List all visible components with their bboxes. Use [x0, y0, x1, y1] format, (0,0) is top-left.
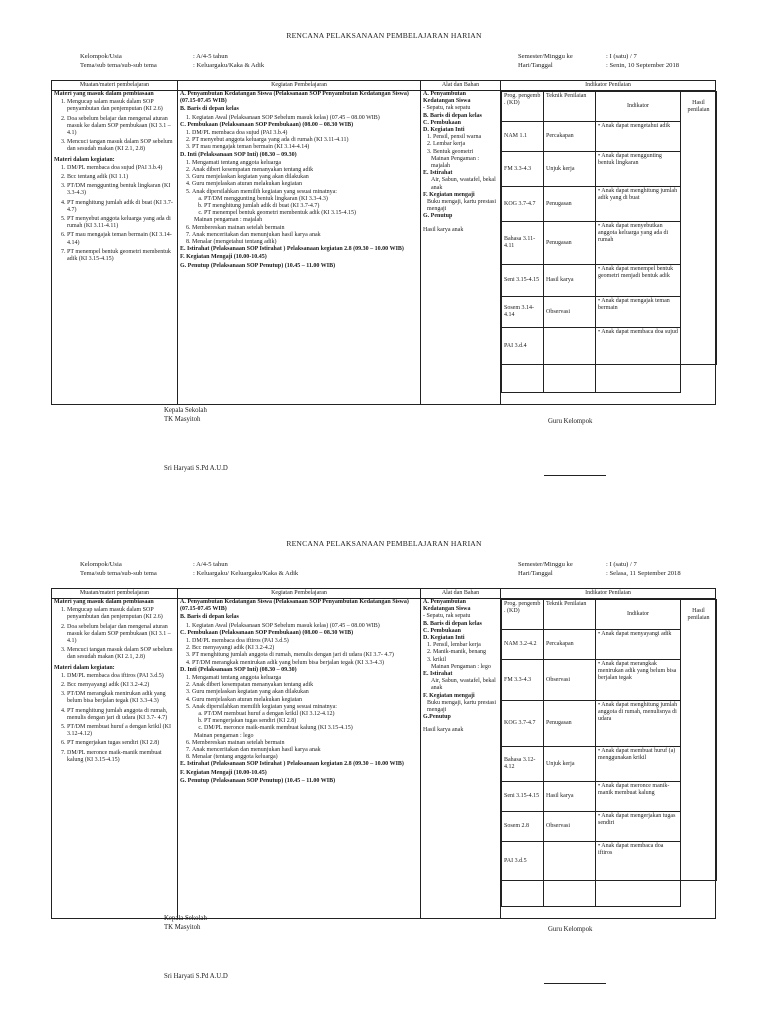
- ind-prog: PAI 3.d.5: [502, 842, 544, 881]
- alat-item: 3. Bentuk geometri: [433, 149, 498, 156]
- header-alat: Alat dan Bahan: [421, 81, 501, 91]
- ind-head-hasil: Hasil penilaian: [681, 600, 717, 881]
- materi-kegiatan-title: Materi dalam kegiatan:: [54, 664, 115, 671]
- ind-teknik: Hasil karya: [544, 265, 596, 297]
- kegiatan-item: 1. Kegiatan Awal (Pelaksanaan SOP Sebelum masuk kelas) (07.45 – 08.00 WIB): [192, 115, 418, 122]
- kegiatan-e: E. Istirahat (Pelaksanaan SOP Istirahat ) Pelaksanaan kegiatan 2.8 (09.30 – 10.00 WIB): [180, 246, 404, 253]
- alat-hasil: Hasil karya anak: [423, 226, 464, 233]
- kegiatan-item: 5. Anak dipersilahkan memilih kegiatan yang sesuai minatnya:: [192, 704, 418, 711]
- alat-hasil: Hasil karya anak: [423, 727, 464, 734]
- kegiatan-b: B. Baris di depan kelas: [180, 614, 239, 621]
- document-title: RENCANA PELAKSANAAN PEMBELAJARAN HARIAN: [286, 539, 482, 548]
- tema-value: : Keluargaku/ Keluargaku/Kaka & Adik: [193, 570, 299, 577]
- ind-head-prog: Prog. pengemb . (KD): [502, 92, 544, 122]
- ind-teknik: Penugasan: [544, 701, 596, 747]
- kegiatan-item: b. PT menghitung jumlah adik di buat (KI 3.7-4.7): [204, 203, 418, 210]
- materi-kegiatan-item: 5. PT menyebut anggota keluarga yang ada di rumah (KI 3.11-4.11): [67, 216, 175, 230]
- materi-item: 1. Mengucap salam masuk dalam SOP penyambutan dan penjemputan (KI 2.6): [67, 607, 175, 621]
- alat-e: E. Istirahat: [423, 170, 453, 177]
- muatan-cell: [52, 599, 178, 919]
- kegiatan-item: 1. Kegiatan Awal (Pelaksanaan SOP Sebelum masuk kelas) (07.45 – 08.00 WIB): [192, 623, 418, 630]
- materi-item: 2. Doa sebelum belajar dan mengenal aturan masuk ke dalam SOP pembukaan (KI 3.1 – 4.1): [67, 624, 175, 646]
- semester-value: : I (satu) / 7: [606, 53, 637, 60]
- alat-b: B. Baris di depan kelas: [423, 620, 482, 627]
- rpph-table: [51, 588, 716, 919]
- ind-teknik: Penugasan: [544, 187, 596, 222]
- kegiatan-e: E. Istirahat (Pelaksanaan SOP Istirahat ) Pelaksanaan kegiatan 2.8 (09.30 – 10.00 WIB): [180, 761, 404, 768]
- ind-indikator: • Anak dapat membuat huruf (a) menggunakan krikil: [596, 747, 681, 782]
- hari-label: Hari/Tanggal: [518, 62, 553, 69]
- kegiatan-item: 7. Anak menceritakan dan menunjukan hasil karya anak: [192, 232, 418, 239]
- kegiatan-item: b. PT mengerjakan tugas sendiri (KI 2.8): [204, 718, 418, 725]
- hari-value: : Senin, 10 September 2018: [606, 62, 680, 69]
- ind-teknik: Observasi: [544, 812, 596, 842]
- kegiatan-a: A. Penyambutan Kedatangan Siswa (Pelaksanaan SOP Penyambutan Kedatangan Siswa) (07.15-07.45 WIB): [180, 91, 409, 105]
- kelompok-label: Kelompok/Usia: [80, 561, 122, 568]
- ind-teknik: [544, 328, 596, 365]
- indikator-cell: [501, 599, 716, 919]
- alat-mainan: Mainan Pengaman : lego: [431, 663, 491, 670]
- sekolah-name: TK Masyitoh: [164, 924, 201, 931]
- header-alat: Alat dan Bahan: [421, 589, 501, 599]
- kegiatan-item: a. PT/DM membuat huruf a dengan krikil (KI 3.12-4.12): [204, 711, 418, 718]
- kegiatan-g: G. Penutup (Pelaksanaan SOP Penutup) (10.45 – 11.00 WIB): [180, 777, 336, 784]
- ind-indikator: • Anak dapat membaca doa sujud: [596, 328, 681, 365]
- kepala-name: Sri Haryati S.Pd A.U.D: [164, 465, 228, 472]
- materi-item: 3. Mencuci tangan masuk dalam SOP sebelum dan sesudah makan (KI 2.1, 2.8): [67, 139, 175, 153]
- ind-teknik: [544, 842, 596, 881]
- alat-c: C. Pembukaan: [423, 119, 462, 126]
- kegiatan-d: D. Inti (Pelaksanaan SOP Inti) (08.30 – 09.30): [180, 666, 297, 673]
- ind-prog: Bahasa 3.12-4.12: [502, 747, 544, 782]
- materi-kegiatan-item: 6. PT mau mengajak teman bermain (KI 3.14-4.14): [67, 232, 175, 246]
- kegiatan-item: 3. PT menghitung jumlah anggota di rumah, menulis dengan jari di udara (KI 3.7- 4.7): [192, 652, 418, 659]
- kegiatan-item: a. PT/DM menggunting bentuk lingkaran (KI 3.3-4.3): [204, 196, 418, 203]
- materi-kegiatan-item: 4. PT menghitung jumlah adik di buat (KI 3.7-4.7): [67, 200, 175, 214]
- ind-prog: NAM 3.2-4.2: [502, 630, 544, 660]
- materi-item: 1. Mengucap salam masuk dalam SOP penyambutan dan penjemputan (KI 2.6): [67, 99, 175, 113]
- header-muatan: Muatan/materi pembelajaran: [52, 589, 178, 599]
- ind-prog: PAI 3.d.4: [502, 328, 544, 365]
- kelompok-value: : A/4-5 tahun: [193, 561, 228, 568]
- indikator-table: [501, 599, 717, 907]
- ind-indikator: • Anak dapat membaca doa iftiros: [596, 842, 681, 881]
- ind-head-teknik: Teknik Penilaian: [544, 600, 596, 630]
- alat-cell: [421, 91, 501, 405]
- signature-left: [164, 914, 207, 932]
- ind-teknik: Observasi: [544, 297, 596, 328]
- ind-prog: Sosem 2.8: [502, 812, 544, 842]
- alat-a-sub: - Sepatu, rak sepatu: [423, 613, 471, 620]
- materi-pembiasaan-title: Materi yang masuk dalam pembiasaan: [54, 599, 154, 605]
- tema-label: Tema/sub tema/sub-sub tema: [80, 62, 157, 69]
- kegiatan-item: 3. PT mau mengajak teman bermain (KI 3.14-4.14): [192, 144, 418, 151]
- muatan-cell: [52, 91, 178, 405]
- signature-left: [164, 406, 207, 424]
- materi-item: 3. Mencuci tangan masuk dalam SOP sebelum dan sesudah makan (KI 2.1, 2.8): [67, 647, 175, 661]
- kegiatan-item: 7. Anak menceritakan dan menunjukan hasil karya anak: [192, 747, 418, 754]
- document-title: RENCANA PELAKSANAAN PEMBELAJARAN HARIAN: [286, 31, 482, 40]
- ind-head-hasil: Hasil penilaian: [681, 92, 717, 365]
- alat-a-sub: - Sepatu, rak sepatu: [423, 105, 471, 112]
- kegiatan-item: c. PT menempel bentuk geometri membentuk adik (KI 3.15-4.15): [204, 210, 418, 217]
- alat-c: C. Pembukaan: [423, 627, 462, 634]
- alat-g: G.Penutup: [423, 714, 451, 721]
- materi-kegiatan-item: 7. DM/PL meronce maik-manik membuat kalung (KI 3.15-4.15): [67, 750, 175, 764]
- signature-line: [544, 982, 606, 984]
- materi-kegiatan-title: Materi dalam kegiatan:: [54, 156, 115, 163]
- kegiatan-item: 3. Guru menjelaskan kegiatan yang akan dilakukan: [192, 689, 418, 696]
- kegiatan-c: C. Pembukaan (Pelaksanaan SOP Pembukaan) (08.00 – 08.30 WIB): [180, 629, 354, 636]
- materi-kegiatan-item: 3. PT/DM menggunting bentuk lingkaran (KI 3.3-4.3): [67, 183, 175, 197]
- kegiatan-item: 2. Bcc menyayangi adik (KI 3.2-4.2): [192, 645, 418, 652]
- ind-teknik: Unjuk kerja: [544, 152, 596, 187]
- materi-pembiasaan-title: Materi yang masuk dalam pembiasaan: [54, 91, 154, 97]
- alat-item: 1. Pensil, pensil warna: [433, 134, 498, 141]
- kegiatan-item: 1. Mengamati tentang anggota keluarga: [192, 160, 418, 167]
- semester-value: : I (satu) / 7: [606, 561, 637, 568]
- ind-teknik: Percakapan: [544, 630, 596, 660]
- ind-prog: KOG 3.7-4.7: [502, 701, 544, 747]
- alat-mainan: Mainan Pengaman : majalah: [431, 155, 479, 170]
- alat-e-sub: Air, Sabun, wastafel, bekal anak: [431, 177, 496, 191]
- alat-a: A. Penyambutan Kedatangan Siswa: [423, 91, 471, 105]
- header-indikator: Indikator Penilaian: [501, 81, 716, 91]
- ind-teknik: Hasil karya: [544, 782, 596, 812]
- semester-label: Semester/Minggu ke: [518, 53, 573, 60]
- kegiatan-f: F. Kegiatan Mengaji (10.00-10.45): [180, 254, 267, 261]
- meta-right: [518, 560, 681, 578]
- ind-indikator: • Anak dapat menyebutkan anggota keluarga yang ada di rumah: [596, 222, 681, 265]
- hari-value: : Selasa, 11 September 2018: [606, 570, 681, 577]
- alat-item: 1. Pensil, lembar kerja: [433, 642, 498, 649]
- kegiatan-item: 8. Menalar (tentang anggota keluarga): [192, 754, 418, 761]
- kegiatan-cell: [178, 91, 421, 405]
- tema-label: Tema/sub tema/sub-sub tema: [80, 570, 157, 577]
- materi-kegiatan-item: 1. DM/PL membaca doa sujud (PAI 3.b.4): [67, 165, 175, 172]
- ind-prog: FM 3.3-4.3: [502, 152, 544, 187]
- ind-teknik: Unjuk kerja: [544, 747, 596, 782]
- materi-kegiatan-item: 7. PT menempel bentuk geometri membentuk adik (KI 3.15-4.15): [67, 249, 175, 263]
- alat-f-sub: Buku mengaji, kartu prestasi mengaji: [427, 699, 496, 714]
- kegiatan-d: D. Inti (Pelaksanaan SOP Inti) (08.30 – 09.30): [180, 151, 297, 158]
- guru-kelompok-label: Guru Kelompok: [548, 926, 593, 933]
- mainan-pengaman: Mainan pengaman : lego: [194, 732, 254, 739]
- kelompok-value: : A/4-5 tahun: [193, 53, 228, 60]
- ind-indikator: • Anak dapat merangkak menirukan adik yang belum bisa berjalan tegak: [596, 660, 681, 701]
- kegiatan-f: F. Kegiatan Mengaji (10.00-10.45): [180, 769, 267, 776]
- alat-cell: [421, 599, 501, 919]
- meta-left: [80, 52, 264, 70]
- ind-teknik: Penugasan: [544, 222, 596, 265]
- header-kegiatan: Kegiatan Pembelajaran: [178, 81, 421, 91]
- guru-kelompok-label: Guru Kelompok: [548, 418, 593, 425]
- kegiatan-cell: [178, 599, 421, 919]
- materi-kegiatan-item: 1. DM/PL membaca doa iftiros (PAI 3.d.5): [67, 673, 175, 680]
- ind-indikator: • Anak dapat menggunting bentuk lingkaran: [596, 152, 681, 187]
- ind-prog: Bahasa 3.11-4.11: [502, 222, 544, 265]
- header-muatan: Muatan/materi pembelajaran: [52, 81, 178, 91]
- kegiatan-item: 1. DM/PL membaca doa sujud (PAI 3.b.4): [192, 130, 418, 137]
- kegiatan-item: 4. PT/DM merangkak menirukan adik yang belum bisa berjalan tegak (KI 3.3-4.3): [192, 660, 418, 667]
- kegiatan-item: 4. Guru menjelaskan aturan melakukan kegiatan: [192, 181, 418, 188]
- mainan-pengaman: Mainan pengaman : majalah: [194, 217, 263, 224]
- kegiatan-b: B. Baris di depan kelas: [180, 106, 239, 113]
- kegiatan-item: 2. Anak diberi kesempatan menanyakan tentang adik: [192, 167, 418, 174]
- kegiatan-item: 4. Guru menjelaskan aturan melakukan kegiatan: [192, 697, 418, 704]
- kegiatan-item: 8. Menalar (mengetahui tentang adik): [192, 239, 418, 246]
- ind-indikator: • Anak dapat menempel bentuk geometri menjadi bentuk adik: [596, 265, 681, 297]
- materi-kegiatan-item: 5. PT/DM membuat huruf a dengan krikil (KI 3.12-4.12): [67, 724, 175, 738]
- ind-head-indikator: Indikator: [596, 600, 681, 630]
- kegiatan-item: c. DM/PL meronce maik-manik membuat kalung (KI 3.15-4.15): [204, 725, 418, 732]
- kegiatan-item: 1. DM/PL membaca doa iftiros (PAI 3.d.5): [192, 638, 418, 645]
- ind-indikator: • Anak dapat menghitung jumlah anggota di rumah, menulisnya di udara: [596, 701, 681, 747]
- semester-label: Semester/Minggu ke: [518, 561, 573, 568]
- ind-indikator: • Anak dapat meronce manik-manik membuat kalung: [596, 782, 681, 812]
- alat-d: D. Kegiatan Inti: [423, 635, 465, 642]
- ind-prog: KOG 3.7-4.7: [502, 187, 544, 222]
- hari-label: Hari/Tanggal: [518, 570, 553, 577]
- alat-item: 3. krikil: [433, 657, 498, 664]
- ind-indikator: • Anak dapat mengerjakan tugas sendiri: [596, 812, 681, 842]
- alat-b: B. Baris di depan kelas: [423, 112, 482, 119]
- ind-head-indikator: Indikator: [596, 92, 681, 122]
- ind-prog: Seni 3.15-4.15: [502, 265, 544, 297]
- alat-f-sub: Buku mengaji, kartu prestasi mengaji: [427, 199, 496, 213]
- kegiatan-item: 2. Anak diberi kesempatan menanyakan tentang adik: [192, 682, 418, 689]
- alat-item: 2. Manik-manik, benang: [433, 649, 498, 656]
- header-kegiatan: Kegiatan Pembelajaran: [178, 589, 421, 599]
- ind-indikator: • Anak dapat menyayangi adik: [596, 630, 681, 660]
- materi-item: 2. Doa sebelum belajar dan mengenal aturan masuk ke dalam SOP pembukaan (KI 3.1 – 4.1): [67, 116, 175, 138]
- ind-prog: Seni 3.15-4.15: [502, 782, 544, 812]
- materi-kegiatan-item: 3. PT/DM merangkak menirukan adik yang belum bisa berjalan tegak (KI 3.3-4.3): [67, 691, 175, 705]
- alat-g: G. Penutup: [423, 213, 453, 220]
- kegiatan-item: 2. PT menyebut anggota keluarga yang ada di rumah (KI 3.11-4.11): [192, 137, 418, 144]
- indikator-cell: [501, 91, 716, 405]
- meta-right: [518, 52, 679, 70]
- header-indikator: Indikator Penilaian: [501, 589, 716, 599]
- ind-teknik: Observasi: [544, 660, 596, 701]
- ind-teknik: Percakapan: [544, 122, 596, 152]
- alat-e: E. Istirahat: [423, 671, 453, 678]
- materi-kegiatan-item: 2. Bcc menyayangi adik (KI 3.2-4.2): [67, 682, 175, 689]
- kegiatan-item: 1. Mengamati tentang anggota keluarga: [192, 675, 418, 682]
- kegiatan-item: 6. Membereskan mainan setelah bermain: [192, 225, 418, 232]
- kepala-sekolah-label: Kepala Sekolah: [164, 407, 207, 414]
- materi-kegiatan-item: 2. Bcc tentang adik (KI 1.1): [67, 174, 175, 181]
- alat-f: F. Kegiatan mengaji: [423, 191, 475, 198]
- alat-a: A. Penyambutan Kedatangan Siswa: [423, 599, 471, 613]
- kegiatan-c: C. Pembukaan (Pelaksanaan SOP Pembukaan) (08.00 – 08.30 WIB): [180, 121, 354, 128]
- ind-head-prog: Prog. pengemb . (KD): [502, 600, 544, 630]
- kegiatan-item: 3. Guru menjelaskan kegiatan yang akan dilakukan: [192, 174, 418, 181]
- alat-e-sub: Air, Sabun, wastafel, bekal anak: [431, 678, 496, 692]
- materi-kegiatan-item: 6. PT mengerjakan tugas sendiri (KI 2.8): [67, 740, 175, 747]
- kepala-sekolah-label: Kepala Sekolah: [164, 915, 207, 922]
- kegiatan-g: G. Penutup (Pelaksanaan SOP Penutup) (10.45 – 11.00 WIB): [180, 262, 336, 269]
- ind-indikator: • Anak dapat menghitung jumlah adik yang di buat: [596, 187, 681, 222]
- meta-left: [80, 560, 298, 578]
- kegiatan-item: 6. Membereskan mainan setelah bermain: [192, 740, 418, 747]
- ind-head-teknik: Teknik Penilaian: [544, 92, 596, 122]
- materi-kegiatan-item: 4. PT menghitung jumlah anggota di rumah, menulis dengan jari di udara (KI 3.7- 4.7): [67, 708, 175, 722]
- sekolah-name: TK Masyitoh: [164, 416, 201, 423]
- ind-indikator: • Anak dapat mengetahui adik: [596, 122, 681, 152]
- ind-indikator: • Anak dapat mengajak teman bermain: [596, 297, 681, 328]
- ind-prog: FM 3.3-4.3: [502, 660, 544, 701]
- alat-f: F. Kegiatan mengaji: [423, 692, 475, 699]
- kelompok-label: Kelompok/Usia: [80, 53, 122, 60]
- tema-value: : Keluargaku/Kaka & Adik: [193, 62, 265, 69]
- alat-d: D. Kegiatan Inti: [423, 127, 465, 134]
- rpph-table: [51, 80, 716, 405]
- kepala-name: Sri Haryati S.Pd A.U.D: [164, 973, 228, 980]
- indikator-table: [501, 91, 717, 393]
- alat-item: 2. Lembar kerja: [433, 141, 498, 148]
- ind-prog: Sosem 3.14-4.14: [502, 297, 544, 328]
- signature-line: [544, 474, 606, 476]
- kegiatan-a: A. Penyambutan Kedatangan Siswa (Pelaksanaan SOP Penyambutan Kedatangan Siswa) (07.15-07.45 WIB): [180, 599, 409, 613]
- kegiatan-item: 5. Anak dipersilahkan memilih kegiatan yang sesuai minatnya:: [192, 189, 418, 196]
- ind-prog: NAM 1.1: [502, 122, 544, 152]
